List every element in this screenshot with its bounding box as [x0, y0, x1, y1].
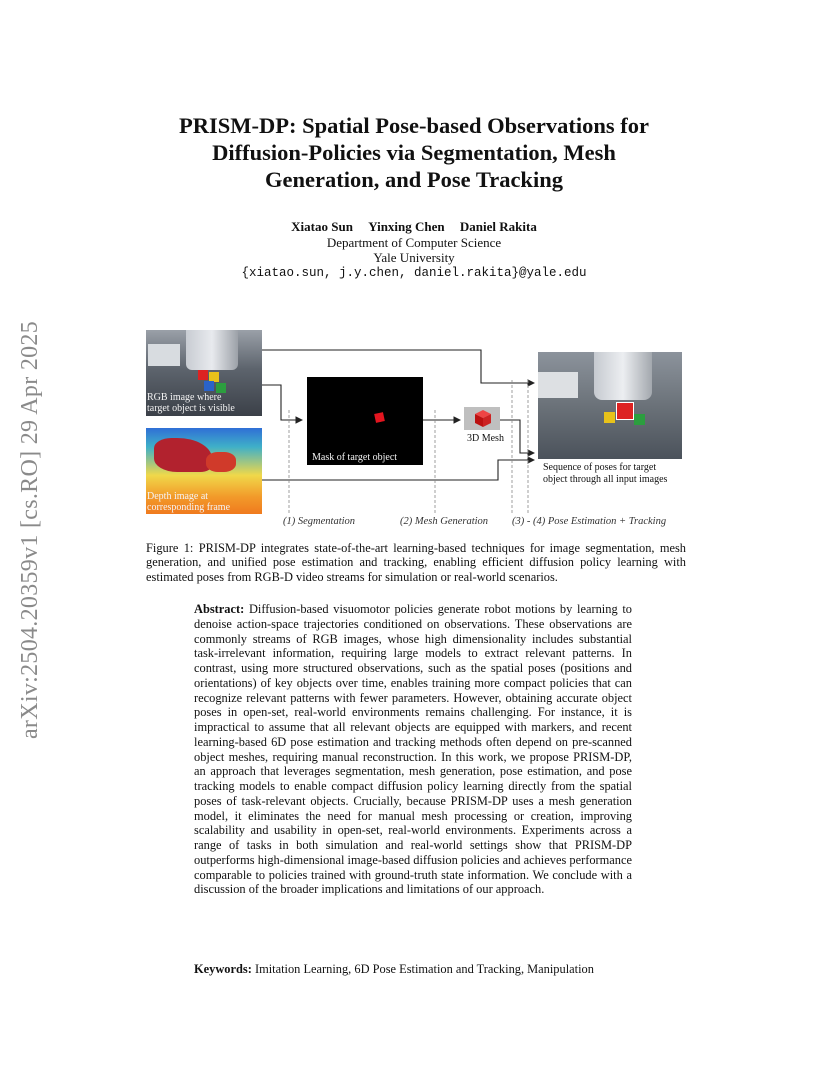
author-block: [150, 219, 678, 281]
robot-arm: [148, 344, 180, 366]
output-robot-arm: [538, 372, 578, 398]
abstract: [194, 602, 632, 897]
arxiv-stamp: arXiv:2504.20359v1 [cs.RO] 29 Apr 2025: [17, 320, 43, 740]
sequence-label: Sequence of poses for target object through all input images: [543, 462, 668, 485]
mesh-label: 3D Mesh: [467, 433, 504, 444]
red-cube-mesh-icon: [464, 407, 500, 430]
title-line: Generation, and Pose Tracking: [265, 167, 563, 192]
depth-image-label: Depth image at corresponding frame: [147, 491, 231, 513]
figure-caption: Figure 1: PRISM-DP integrates state-of-the-art learning-based techniques for image segmentation, mesh generation, and unified pose estimation and tracking, enabling efficient diffusion policy learning with estimated poses from RGB-D video streams for simulation or real-world scenarios.: [146, 541, 686, 584]
step-pose-tracking: (3) - (4) Pose Estimation + Tracking: [512, 516, 667, 527]
red-cube: [198, 370, 208, 380]
mask-label: Mask of target object: [312, 452, 398, 463]
keywords-label: Keywords:: [194, 962, 252, 976]
output-yellow-cube: [604, 412, 615, 423]
depth-image: [146, 428, 262, 514]
author-name: Daniel Rakita: [459, 219, 537, 234]
mask-red-object: [374, 412, 385, 423]
depth-object-region: [206, 452, 236, 472]
abstract-text: Diffusion-based visuomotor policies generate robot motions by learning to denoise action-space trajectories conditioned on observations. These observations are commonly streams of RGB images, whose high dimensionality includes substantial task-irrelevant information, requiring large models to extract relevant patterns. In contrast, using more structured observations, such as the spatial poses (positions and orientations) of key objects over time, enables training more compact policies that can recognize relevant patterns with fewer parameters. However, obtaining accurate object poses in open-set, real-world environments remains challenging. For instance, it is impractical to assume that all relevant objects are equipped with markers, and recent learning-based 6D pose estimation and tracking methods often depend on pre-scanned object meshes, requiring manual reconstruction. In this work, we propose PRISM-DP, an approach that leverages segmentation, mesh generation, pose estimation, and pose tracking models to enable compact diffusion policy learning directly from the spatial poses of task-relevant objects. Crucially, because PRISM-DP uses a mesh generation model, it eliminates the need for manual mesh processing or creation, improving scalability and usability in open-set, real-world environments. Experiments across a range of tasks in both simulation and real-world settings show that PRISM-DP outperforms high-dimensional image-based diffusion policies and achieves performance comparable to policies trained with ground-truth state information. We conclude with a discussion of the broader implications and limitations of our approach.: [194, 602, 632, 897]
output-green-cube: [634, 414, 645, 425]
depth-robot-region: [154, 438, 212, 472]
author-name: Xiatao Sun: [291, 219, 353, 234]
step-segmentation: (1) Segmentation: [283, 516, 356, 527]
rgb-image-label: RGB image where target object is visible: [147, 392, 235, 414]
author-names: [150, 219, 678, 235]
output-tracked-cube: [616, 402, 634, 420]
rgb-image: [146, 330, 262, 416]
abstract-label: Abstract:: [194, 602, 245, 616]
keywords-text: Imitation Learning, 6D Pose Estimation and Tracking, Manipulation: [254, 962, 594, 976]
title-line: Diffusion-Policies via Segmentation, Mesh: [212, 140, 616, 165]
title-line: PRISM-DP: Spatial Pose-based Observations for: [179, 113, 649, 138]
mask-image: [307, 377, 423, 465]
output-robot-gripper: [594, 352, 652, 400]
department: Department of Computer Science: [326, 234, 502, 250]
step-mesh-generation: (2) Mesh Generation: [400, 516, 489, 527]
blue-cube: [204, 381, 214, 391]
author-name: Yinxing Chen: [368, 219, 445, 234]
output-pose-image: [538, 352, 682, 459]
paper-title: [150, 112, 678, 193]
author-emails: {xiatao.sun, j.y.chen, daniel.rakita}@yale.edu: [241, 265, 587, 280]
keywords: [194, 962, 654, 977]
robot-gripper: [186, 330, 238, 370]
mesh-image: [464, 407, 500, 430]
university: Yale University: [373, 250, 455, 265]
rgb-to-mask-arrow: [262, 385, 302, 420]
pipeline-figure: [146, 325, 686, 533]
